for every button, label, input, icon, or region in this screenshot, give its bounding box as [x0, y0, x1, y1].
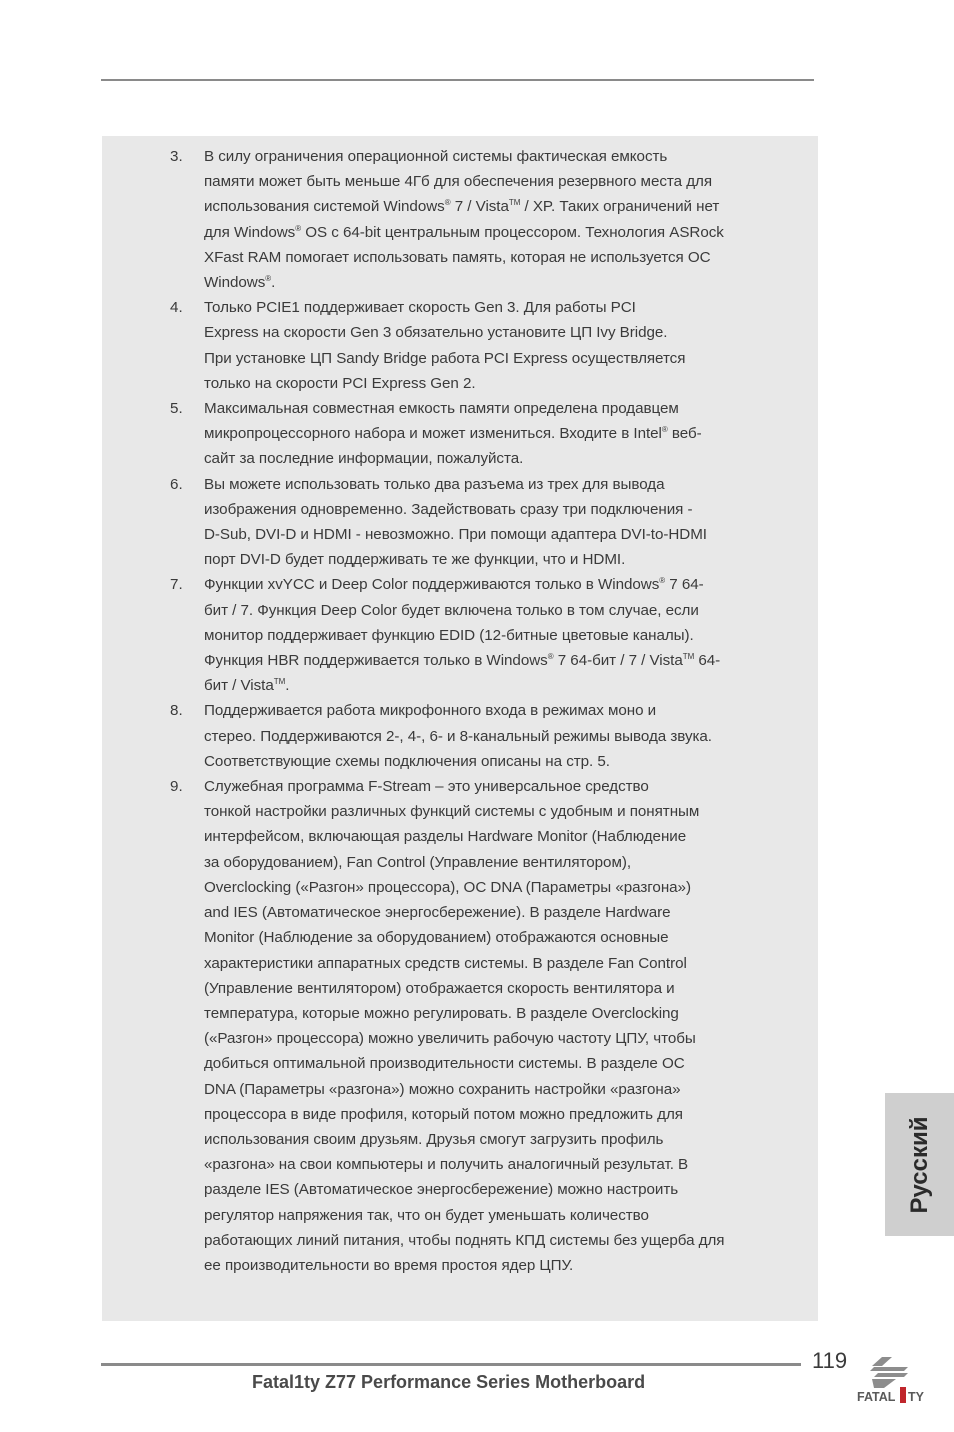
footer-rule [101, 1363, 801, 1366]
trademark-mark: ® [444, 198, 451, 208]
note-text [204, 572, 788, 698]
note-line-text: 7 / Vista [450, 198, 509, 216]
note-line [204, 925, 788, 950]
note-line [204, 472, 788, 497]
note-line [204, 1203, 788, 1228]
note-line-text: регулятор напряжения так, что он будет уменьшать количество [204, 1206, 649, 1224]
note-line [204, 295, 788, 320]
note-line-text: характеристики аппаратных средств системы. В разделе Fan Control [204, 954, 687, 972]
svg-text:TY: TY [908, 1390, 924, 1404]
footer-title: Fatal1ty Z77 Performance Series Motherboard [252, 1372, 646, 1392]
note-line-text: интерфейсом, включающая разделы Hardware Monitor (Наблюдение [204, 828, 687, 846]
note-line [204, 673, 788, 698]
note-line [204, 1152, 788, 1177]
note-line-text: Monitor (Наблюдение за оборудованием) отображаются основные [204, 929, 669, 947]
note-line [204, 1051, 788, 1076]
note-line-text: стерео. Поддерживаются 2-, 4-, 6- и 8-канальный режимы вывода звука. [204, 727, 712, 745]
note-line [204, 497, 788, 522]
note-line [204, 446, 788, 471]
notes-list [102, 144, 818, 1278]
note-item [102, 472, 818, 573]
note-line [204, 1127, 788, 1152]
note-number: 5. [170, 400, 183, 418]
note-line-text: При установке ЦП Sandy Bridge работа PCI Express осуществляется [204, 349, 686, 367]
note-number: 9. [170, 778, 183, 796]
note-item [102, 295, 818, 396]
note-line-text: Только PCIE1 поддерживает скорость Gen 3. Для работы PCI [204, 299, 636, 317]
note-line [204, 850, 788, 875]
note-line-text: Соответствующие схемы подключения описаны на стр. 5. [204, 752, 610, 770]
note-number: 7. [170, 576, 183, 594]
note-line-text: DNA (Параметры «разгона») можно сохранить настройки «разгона» [204, 1080, 681, 1098]
note-line [204, 698, 788, 723]
note-text [204, 295, 788, 396]
note-line [204, 875, 788, 900]
fatal1ty-emblem-icon [870, 1357, 908, 1388]
note-line [204, 270, 788, 295]
svg-text:FATAL: FATAL [857, 1390, 896, 1404]
note-line-text: тонкой настройки различных функций системы с удобным и понятным [204, 803, 700, 821]
trademark-mark: ® [295, 223, 302, 233]
note-line-text: бит / Vista [204, 677, 274, 695]
trademark-mark: TM [508, 198, 521, 208]
fatal1ty-logo [856, 1354, 932, 1406]
note-text [204, 774, 788, 1278]
note-line-text: Функции xvYCC и Deep Color поддерживаются только в Windows [204, 576, 660, 594]
note-line-text: / XP. Таких ограничений нет [520, 198, 720, 216]
note-line-text: D-Sub, DVI-D и HDMI - невозможно. При помощи адаптера DVI-to-HDMI [204, 526, 707, 544]
note-line-text: процессора в виде профиля, который потом можно предложить для [204, 1105, 683, 1123]
note-line-text: (Управление вентилятором) отображается скорость вентилятора и [204, 979, 675, 997]
trademark-mark: ® [661, 425, 668, 435]
note-line [204, 1026, 788, 1051]
note-line-text: работающих линий питания, чтобы поднять КПД системы без ущерба для [204, 1231, 725, 1249]
note-line-text: 64- [694, 652, 721, 670]
note-line [204, 1001, 788, 1026]
note-line-text: OS с 64-bit центральным процессором. Технология ASRock [301, 223, 724, 241]
note-line [204, 220, 788, 245]
note-number: 8. [170, 702, 183, 720]
note-line [204, 598, 788, 623]
note-line [204, 245, 788, 270]
language-tab-label: Русский [905, 1116, 933, 1213]
note-item [102, 572, 818, 698]
trademark-mark: ® [265, 274, 272, 284]
note-line-text: добиться оптимальной производительности системы. В разделе OC [204, 1055, 685, 1073]
note-line-text: . [285, 677, 290, 695]
note-line-text: только на скорости PCI Express Gen 2. [204, 374, 476, 392]
note-line [204, 572, 788, 597]
note-item [102, 698, 818, 774]
note-line [204, 144, 788, 169]
note-line [204, 824, 788, 849]
language-tab [885, 1093, 954, 1236]
note-line [204, 900, 788, 925]
header-rule [101, 79, 814, 81]
note-line-text: Windows [204, 274, 266, 292]
note-number: 4. [170, 299, 183, 317]
note-line-text: В силу ограничения операционной системы фактическая емкость [204, 148, 668, 165]
note-text [204, 144, 788, 295]
note-line-text: памяти может быть меньше 4Гб для обеспечения резервного места для [204, 173, 712, 191]
note-line [204, 194, 788, 219]
page-number: 119 [812, 1348, 848, 1373]
note-line-text: Overclocking («Разгон» процессора), OC DNA (Параметры «разгона») [204, 878, 691, 896]
note-line-text: сайт за последние информации, пожалуйста. [204, 450, 524, 468]
note-line [204, 951, 788, 976]
note-line-text: Express на скорости Gen 3 обязательно установите ЦП Ivy Bridge. [204, 324, 668, 342]
note-line [204, 648, 788, 673]
note-number: 6. [170, 475, 183, 493]
note-line-text: изображения одновременно. Задействовать сразу три подключения - [204, 500, 693, 518]
note-item [102, 774, 818, 1278]
trademark-mark: ® [547, 652, 554, 662]
note-line-text: за оборудованием), Fan Control (Управление вентилятором), [204, 853, 632, 871]
note-line-text: разделе IES (Автоматическое энергосбережение) можно настроить [204, 1181, 679, 1199]
notes-panel [102, 136, 818, 1321]
note-line [204, 1253, 788, 1278]
note-line-text: монитор поддерживает функцию EDID (12-битные цветовые каналы). [204, 626, 694, 644]
note-line-text: микропроцессорного набора и может измениться. Входите в Intel [204, 425, 662, 443]
note-text [204, 698, 788, 774]
note-line-text: температура, которые можно регулировать. В разделе Overclocking [204, 1004, 679, 1022]
note-line [204, 623, 788, 648]
note-line [204, 421, 788, 446]
note-line-text: Поддерживается работа микрофонного входа в режимах моно и [204, 702, 657, 720]
note-line [204, 522, 788, 547]
note-line [204, 320, 788, 345]
note-item [102, 144, 818, 295]
fatal1ty-wordmark [857, 1387, 925, 1404]
trademark-mark: TM [273, 677, 286, 687]
note-line-text: Вы можете использовать только два разъема из трех для вывода [204, 475, 665, 493]
note-text [204, 472, 788, 573]
note-text [204, 396, 788, 472]
note-line [204, 1077, 788, 1102]
note-item [102, 396, 818, 472]
note-line [204, 724, 788, 749]
note-line-text: Функция HBR поддерживается только в Windows [204, 652, 548, 670]
note-line-text: для Windows [204, 223, 296, 241]
note-line [204, 749, 788, 774]
note-line-text: Максимальная совместная емкость памяти определена продавцем [204, 400, 679, 418]
note-line [204, 976, 788, 1001]
note-line [204, 1102, 788, 1127]
note-line-text: . [271, 274, 276, 292]
note-line [204, 799, 788, 824]
note-line-text: порт DVI-D будет поддерживать те же функции, что и HDMI. [204, 551, 626, 569]
note-line-text: «разгона» на свои компьютеры и получить аналогичный результат. В [204, 1156, 689, 1174]
note-line-text: использования системой Windows [204, 198, 445, 216]
note-line [204, 774, 788, 799]
note-line-text: and IES (Автоматическое энергосбережение). В разделе Hardware [204, 904, 671, 922]
note-line [204, 1177, 788, 1202]
note-line-text: («Разгон» процессора) можно увеличить рабочую частоту ЦПУ, чтобы [204, 1030, 696, 1048]
trademark-mark: TM [682, 652, 695, 662]
note-line-text: Служебная программа F-Stream – это универсальное средство [204, 778, 649, 796]
note-line-text: использования своим друзьям. Друзья смогут загрузить профиль [204, 1130, 664, 1148]
note-line [204, 371, 788, 396]
note-line-text: 7 64-бит / 7 / Vista [553, 652, 683, 670]
note-line [204, 396, 788, 421]
note-line [204, 346, 788, 371]
note-line-text: ее производительности во время простоя ядер ЦПУ. [204, 1256, 574, 1274]
note-line [204, 169, 788, 194]
note-number: 3. [170, 148, 183, 165]
trademark-mark: ® [659, 576, 666, 586]
note-line [204, 1228, 788, 1253]
note-line [204, 547, 788, 572]
note-line-text: веб- [667, 425, 702, 443]
note-line-text: бит / 7. Функция Deep Color будет включена только в том случае, если [204, 601, 699, 619]
note-line-text: XFast RAM помогает использовать память, которая не используется OC [204, 248, 711, 266]
note-line-text: 7 64- [665, 576, 704, 594]
